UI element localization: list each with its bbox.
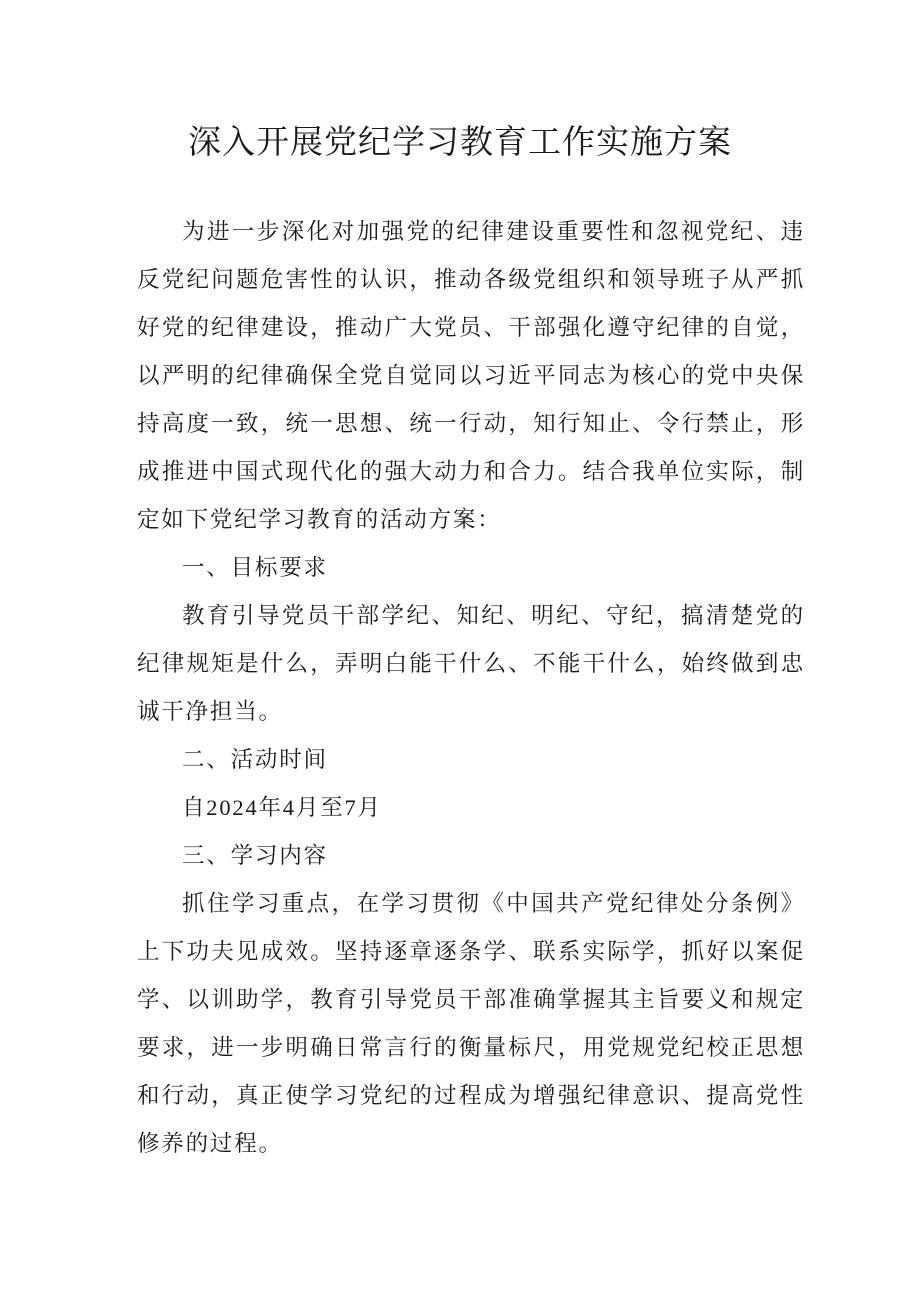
document-body	[137, 208, 805, 1168]
section-text-goals: 教育引导党员干部学纪、知纪、明纪、守纪，搞清楚党的纪律规矩是什么，弄明白能干什么、不能干什么，始终做到忠诚干净担当。	[137, 603, 805, 725]
section-heading-time: 二、活动时间	[182, 747, 328, 773]
section-text-time: 自2024年4月至7月	[182, 795, 382, 820]
document-title: 深入开展党纪学习教育工作实施方案	[188, 122, 732, 161]
section-text-content: 抓住学习重点，在学习贯彻《中国共产党纪律处分条例》上下功夫见成效。坚持逐章逐条学、联系实际学，抓好以案促学、以训助学，教育引导党员干部准确掌握其主旨要义和规定要求，进一步明确日常言行的衡量标尺，用党规党纪校正思想和行动，真正使学习党纪的过程成为增强纪律意识、提高党性修养的过程。	[137, 891, 805, 1157]
section-heading-goals: 一、目标要求	[182, 555, 328, 581]
section-heading-content: 三、学习内容	[182, 843, 328, 869]
intro-paragraph: 为进一步深化对加强党的纪律建设重要性和忽视党纪、违反党纪问题危害性的认识，推动各级党组织和领导班子从严抓好党的纪律建设，推动广大党员、干部强化遵守纪律的自觉，以严明的纪律确保全党自觉同以习近平同志为核心的党中央保持高度一致，统一思想、统一行动，知行知止、令行禁止，形成推进中国式现代化的强大动力和合力。结合我单位实际，制定如下党纪学习教育的活动方案：	[137, 219, 805, 533]
